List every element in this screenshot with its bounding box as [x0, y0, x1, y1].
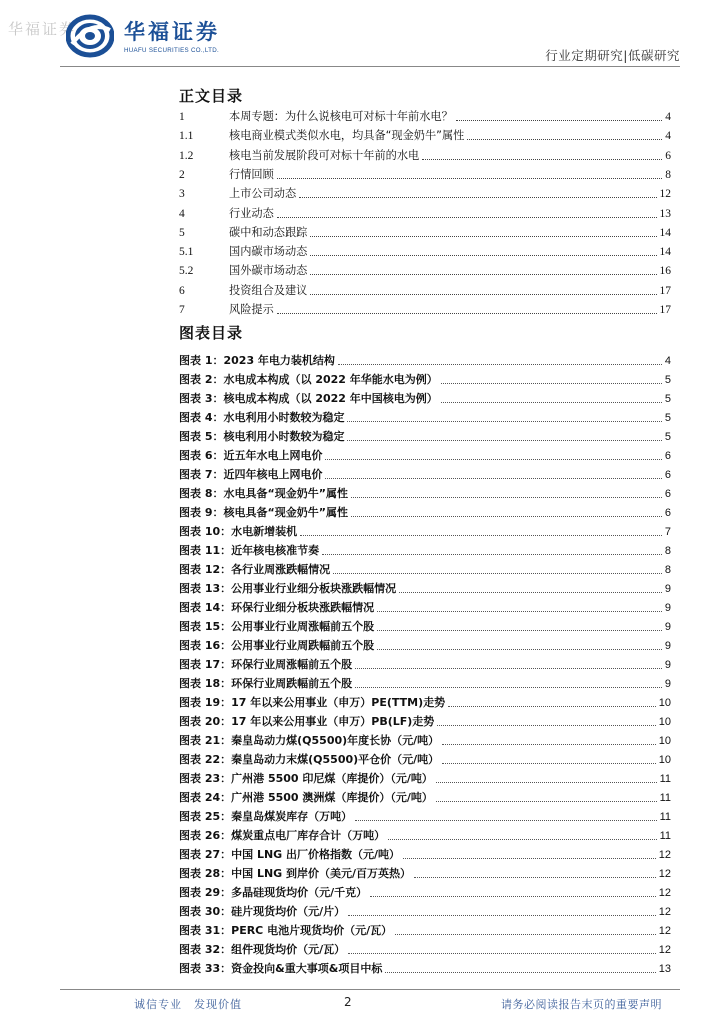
figure-entry-label: 图表 11：: [179, 544, 232, 557]
toc-entry[interactable]: [179, 143, 671, 163]
figure-entry-label: 图表 22：: [179, 753, 232, 766]
figure-entry-text: 秦皇岛动力煤(Q5500)年度长协（元/吨）: [231, 734, 440, 747]
toc-entry[interactable]: [179, 258, 671, 278]
figure-list-title: 图表目录: [179, 324, 244, 342]
figure-entry-page: 5: [664, 374, 671, 386]
leader-dots: [347, 421, 661, 422]
figure-entry-page: 11: [659, 773, 671, 785]
leader-dots: [338, 364, 662, 365]
figure-entry[interactable]: [179, 387, 671, 406]
leader-dots: [348, 953, 656, 954]
figure-entry[interactable]: [179, 501, 671, 520]
figure-entry[interactable]: [179, 558, 671, 577]
figure-entry-label: 图表 31：: [179, 924, 232, 937]
toc-title: 正文目录: [179, 87, 244, 105]
figure-entry-text: 资金投向&重大事项&项目中标: [231, 962, 383, 975]
figure-entry[interactable]: [179, 425, 671, 444]
company-logo: [66, 12, 256, 62]
figure-entry[interactable]: [179, 539, 671, 558]
figure-entry-text: 中国 LNG 出厂价格指数（元/吨）: [231, 848, 401, 861]
figure-entry-text: 核电成本构成（以 2022 年中国核电为例）: [223, 392, 438, 405]
toc-entry[interactable]: [179, 123, 671, 143]
figure-entry-text: 环保行业周跌幅前五个股: [231, 677, 353, 690]
figure-entry-page: 10: [658, 754, 671, 766]
figure-entry-label: 图表 10：: [179, 525, 232, 538]
figure-entry-text: 环保行业周涨幅前五个股: [231, 658, 353, 671]
toc-entry-page: 17: [659, 284, 671, 297]
toc-entry[interactable]: [179, 220, 671, 240]
figure-entry-text: 水电利用小时数较为稳定: [223, 411, 345, 424]
toc-entry-number: 5: [179, 226, 185, 239]
figure-entry-label: 图表 32：: [179, 943, 232, 956]
leader-dots: [351, 516, 662, 517]
leader-dots: [441, 383, 662, 384]
toc-entry-page: 16: [659, 265, 671, 278]
page-number: 2: [344, 995, 352, 1009]
leader-dots: [347, 440, 661, 441]
toc-entry-text: 行情回顾: [229, 167, 274, 181]
figure-entry-text: 核电具备“现金奶牛”属性: [223, 506, 348, 519]
figure-entry[interactable]: [179, 805, 671, 824]
figure-entry[interactable]: [179, 881, 671, 900]
figure-entry[interactable]: [179, 349, 671, 368]
figure-entry-page: 4: [664, 355, 671, 367]
leader-dots: [355, 687, 662, 688]
toc-entry-text: 核电当前发展阶段可对标十年前的水电: [229, 148, 420, 162]
leader-dots: [414, 877, 656, 878]
figure-entry-label: 图表 21：: [179, 734, 232, 747]
leader-dots: [436, 782, 657, 783]
toc-entry[interactable]: [179, 201, 671, 221]
leader-dots: [377, 630, 662, 631]
figure-entry-text: 水电成本构成（以 2022 年华能水电为例）: [223, 373, 438, 386]
leader-dots: [388, 839, 656, 840]
toc-entry-number: 6: [179, 284, 185, 297]
toc-entry-page: 4: [665, 130, 671, 143]
toc-entry-text: 国内碳市场动态: [229, 245, 308, 259]
leader-dots: [333, 573, 662, 574]
leader-dots: [399, 592, 662, 593]
figure-entry-page: 12: [658, 849, 671, 861]
figure-entry-label: 图表 24：: [179, 791, 232, 804]
report-type: 行业定期研究|低碳研究: [545, 48, 680, 63]
leader-dots: [377, 611, 662, 612]
leader-dots: [437, 725, 655, 726]
leader-dots: [377, 649, 662, 650]
figure-entry[interactable]: [179, 634, 671, 653]
toc-entry[interactable]: [179, 278, 671, 298]
figure-entry-page: 6: [664, 507, 671, 519]
figure-entry-label: 图表 27：: [179, 848, 232, 861]
toc-entry-number: 4: [179, 207, 185, 220]
figure-entry-label: 图表 33：: [179, 962, 232, 975]
figure-entry-text: 公用事业行业周跌幅前五个股: [231, 639, 375, 652]
figure-entry-page: 9: [664, 583, 671, 595]
footer-disclaimer: 请务必阅读报告末页的重要声明: [501, 998, 662, 1011]
figure-entry-page: 6: [664, 469, 671, 481]
toc-entry-page: 17: [659, 304, 671, 316]
figure-entry-text: 广州港 5500 印尼煤（库提价）（元/吨）: [231, 772, 433, 785]
figure-entry-page: 9: [664, 659, 671, 671]
figure-entry-page: 5: [664, 431, 671, 443]
figure-entry-label: 图表 15：: [179, 620, 232, 633]
figure-entry-page: 11: [659, 830, 671, 842]
figure-entry[interactable]: [179, 672, 671, 691]
figure-entry-text: 17 年以来公用事业（申万）PB(LF)走势: [231, 715, 435, 728]
toc-entry-number: 1: [179, 111, 185, 123]
figure-entry[interactable]: [179, 710, 671, 729]
figure-entry[interactable]: [179, 577, 671, 596]
leader-dots: [299, 197, 656, 198]
figure-entry-label: 图表 19：: [179, 696, 232, 709]
figure-entry[interactable]: [179, 900, 671, 919]
figure-entry-label: 图表 14：: [179, 601, 232, 614]
figure-entry-text: 组件现货均价（元/瓦）: [231, 943, 346, 956]
figure-entry-label: 图表 23：: [179, 772, 232, 785]
figure-entry[interactable]: [179, 520, 671, 539]
figure-entry-label: 图表 6：: [179, 449, 224, 462]
figure-entry-text: 近年核电核准节奏: [231, 544, 320, 557]
figure-entry-label: 图表 26：: [179, 829, 232, 842]
toc-entry-number: 1.1: [179, 130, 194, 143]
leader-dots: [448, 706, 656, 707]
figure-entry-label: 图表 29：: [179, 886, 232, 899]
leader-dots: [310, 274, 656, 275]
figure-entry-label: 图表 9：: [179, 506, 224, 519]
figure-entry-page: 8: [664, 545, 671, 557]
figure-entry-page: 13: [658, 963, 671, 975]
figure-entry-label: 图表 17：: [179, 658, 232, 671]
figure-entry-text: 中国 LNG 到岸价（美元/百万英热）: [231, 867, 412, 880]
figure-entry-page: 12: [658, 906, 671, 918]
figure-entry-page: 6: [664, 450, 671, 462]
toc-entry-number: 3: [179, 188, 185, 201]
leader-dots: [456, 120, 662, 121]
figure-entry[interactable]: [179, 919, 671, 938]
figure-entry-page: 12: [658, 944, 671, 956]
toc-entry-number: 2: [179, 168, 185, 181]
figure-entry[interactable]: [179, 767, 671, 786]
figure-entry-label: 图表 5：: [179, 430, 224, 443]
huafu-logo-icon: [66, 14, 114, 58]
figure-entry-page: 5: [664, 393, 671, 405]
toc-entry-number: 5.1: [179, 246, 194, 259]
leader-dots: [300, 535, 662, 536]
footer-divider: [60, 989, 680, 990]
figure-entry-label: 图表 28：: [179, 867, 232, 880]
figure-entry[interactable]: [179, 824, 671, 843]
figure-entry[interactable]: [179, 463, 671, 482]
figure-entry-text: 近五年水电上网电价: [223, 449, 323, 462]
figure-entry-page: 9: [664, 640, 671, 652]
figure-entry-label: 图表 16：: [179, 639, 232, 652]
figure-entry-text: 多晶硅现货均价（元/千克）: [231, 886, 368, 899]
toc-entry-number: 7: [179, 304, 185, 316]
toc-entry-number: 5.2: [179, 265, 194, 278]
toc-entry-page: 8: [665, 168, 671, 181]
leader-dots: [310, 255, 656, 256]
leader-dots: [467, 139, 662, 140]
toc-entry-text: 本周专题：为什么说核电可对标十年前水电？: [229, 110, 453, 123]
figure-entry-page: 12: [658, 925, 671, 937]
leader-dots: [403, 858, 656, 859]
figure-entry-label: 图表 13：: [179, 582, 232, 595]
figure-entry-text: 17 年以来公用事业（申万）PE(TTM)走势: [231, 696, 446, 709]
figure-entry-page: 10: [658, 716, 671, 728]
figure-entry-label: 图表 1：: [179, 354, 224, 367]
leader-dots: [277, 313, 657, 314]
toc-entry-page: 4: [665, 111, 671, 123]
figure-entry-text: 广州港 5500 澳洲煤（库提价）（元/吨）: [231, 791, 433, 804]
leader-dots: [395, 934, 656, 935]
figure-entry-label: 图表 7：: [179, 468, 224, 481]
figure-entry-page: 12: [658, 868, 671, 880]
toc-entry-page: 13: [659, 207, 671, 220]
toc-entry-text: 投资组合及建议: [229, 283, 308, 297]
leader-dots: [442, 763, 656, 764]
figure-entry-page: 7: [664, 526, 671, 538]
logo-chinese-name: 华福证券: [124, 19, 220, 44]
figure-entry[interactable]: [179, 729, 671, 748]
leader-dots: [351, 497, 662, 498]
figure-entry-label: 图表 3：: [179, 392, 224, 405]
figure-entry-page: 9: [664, 678, 671, 690]
leader-dots: [355, 668, 662, 669]
figure-entry-page: 6: [664, 488, 671, 500]
figure-entry-page: 8: [664, 564, 671, 576]
leader-dots: [441, 402, 662, 403]
figure-entry-text: 近四年核电上网电价: [223, 468, 323, 481]
toc-entry[interactable]: [179, 297, 671, 317]
toc-entry-text: 上市公司动态: [229, 187, 297, 201]
figure-entry-text: 2023 年电力装机结构: [223, 354, 335, 367]
figure-entry-label: 图表 8：: [179, 487, 224, 500]
toc-entry-number: 1.2: [179, 149, 194, 162]
figure-entry[interactable]: [179, 957, 671, 976]
figure-entry-page: 10: [658, 735, 671, 747]
leader-dots: [355, 820, 656, 821]
figure-entry-label: 图表 18：: [179, 677, 232, 690]
figure-entry-text: PERC 电池片现货均价（元/瓦）: [231, 924, 393, 937]
figure-entry-text: 硅片现货均价（元/片）: [231, 905, 346, 918]
figure-entry-label: 图表 12：: [179, 563, 232, 576]
toc-entry-page: 6: [665, 149, 671, 162]
logo-english-name: HUAFU SECURITIES CO.,LTD.: [124, 47, 220, 54]
toc-entry-text: 国外碳市场动态: [229, 264, 308, 278]
figure-entry-text: 秦皇岛动力末煤(Q5500)平仓价（元/吨）: [231, 753, 440, 766]
leader-dots: [325, 478, 661, 479]
figure-entry[interactable]: [179, 748, 671, 767]
toc-entry-text: 风险提示: [229, 303, 274, 316]
figure-entry-page: 5: [664, 412, 671, 424]
leader-dots: [310, 294, 656, 295]
figure-entry[interactable]: [179, 843, 671, 862]
leader-dots: [277, 178, 662, 179]
figure-entry-page: 12: [658, 887, 671, 899]
toc-entry-text: 核电商业模式类似水电，均具备“现金奶牛”属性: [229, 129, 465, 143]
toc-entry-page: 12: [659, 188, 671, 201]
figure-entry-page: 9: [664, 602, 671, 614]
leader-dots: [442, 744, 656, 745]
leader-dots: [310, 236, 656, 237]
figure-entry[interactable]: [179, 691, 671, 710]
leader-dots: [422, 159, 662, 160]
figure-entry[interactable]: [179, 482, 671, 501]
figure-entry-label: 图表 20：: [179, 715, 232, 728]
toc-entry[interactable]: [179, 104, 671, 124]
figure-entry-page: 10: [658, 697, 671, 709]
toc-entry-text: 行业动态: [229, 206, 274, 220]
figure-entry-text: 各行业周涨跌幅情况: [231, 563, 331, 576]
footer-slogan: 诚信专业 发现价值: [134, 998, 242, 1011]
figure-entry-text: 水电新增装机: [231, 525, 298, 538]
toc-entry[interactable]: [179, 162, 671, 182]
figure-entry-text: 秦皇岛煤炭库存（万吨）: [231, 810, 353, 823]
leader-dots: [385, 972, 655, 973]
figure-entry[interactable]: [179, 368, 671, 387]
toc-entry-page: 14: [659, 226, 671, 239]
figure-entry[interactable]: [179, 862, 671, 881]
figure-entry-label: 图表 25：: [179, 810, 232, 823]
toc-entry-page: 14: [659, 246, 671, 259]
figure-entry[interactable]: [179, 444, 671, 463]
figure-entry[interactable]: [179, 406, 671, 425]
figure-entry-label: 图表 30：: [179, 905, 232, 918]
leader-dots: [322, 554, 662, 555]
figure-entry-text: 煤炭重点电厂库存合计（万吨）: [231, 829, 386, 842]
figure-entry[interactable]: [179, 938, 671, 957]
figure-entry[interactable]: [179, 596, 671, 615]
toc-entry-text: 碳中和动态跟踪: [229, 225, 308, 239]
toc-entry[interactable]: [179, 239, 671, 259]
figure-entry-text: 核电利用小时数较为稳定: [223, 430, 345, 443]
figure-entry-page: 11: [659, 792, 671, 804]
figure-entry-text: 公用事业行业周涨幅前五个股: [231, 620, 375, 633]
leader-dots: [348, 915, 656, 916]
figure-entry-label: 图表 4：: [179, 411, 224, 424]
toc-entry[interactable]: [179, 181, 671, 201]
leader-dots: [325, 459, 661, 460]
leader-dots: [370, 896, 656, 897]
figure-entry-text: 公用事业行业细分板块涨跌幅情况: [231, 582, 397, 595]
figure-entry-text: 水电具备“现金奶牛”属性: [223, 487, 348, 500]
leader-dots: [436, 801, 657, 802]
figure-entry-text: 环保行业细分板块涨跌幅情况: [231, 601, 375, 614]
figure-entry[interactable]: [179, 786, 671, 805]
figure-entry-page: 11: [659, 811, 671, 823]
header-divider: [60, 66, 680, 67]
figure-entry-label: 图表 2：: [179, 373, 224, 386]
figure-entry[interactable]: [179, 653, 671, 672]
leader-dots: [277, 217, 657, 218]
figure-entry-page: 9: [664, 621, 671, 633]
figure-entry[interactable]: [179, 615, 671, 634]
watermark-text: 华福证券: [8, 20, 77, 38]
